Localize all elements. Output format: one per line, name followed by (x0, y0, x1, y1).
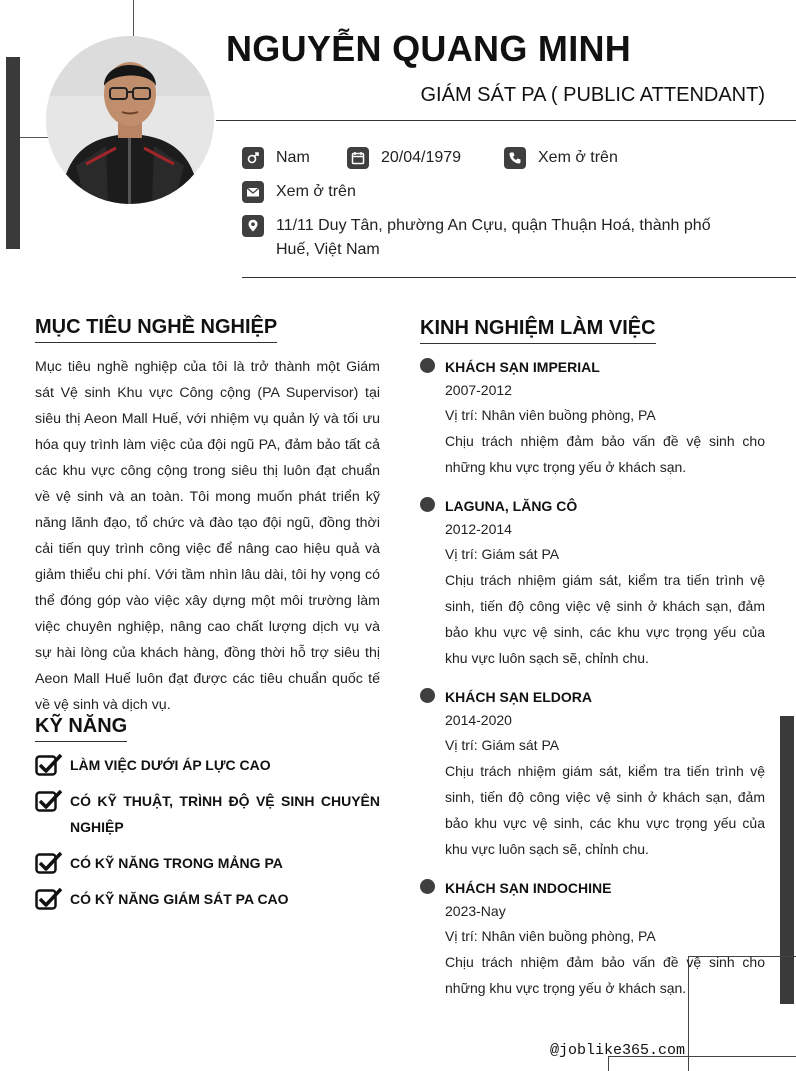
phone-icon (504, 147, 526, 169)
gender-value: Nam (276, 149, 310, 166)
checkbox-checked-icon (35, 752, 63, 776)
avatar-photo (46, 36, 214, 204)
company-name: KHÁCH SẠN IMPERIAL (445, 359, 600, 375)
company-name: KHÁCH SẠN ELDORA (445, 689, 592, 705)
checkbox-checked-icon (35, 788, 63, 812)
skill-label: CÓ KỸ THUẬT, TRÌNH ĐỘ VỆ SINH CHUYÊN NGHIỆP (70, 793, 380, 835)
timeline-dot (420, 879, 435, 894)
calendar-icon (347, 147, 369, 169)
work-period: 2014-2020 (445, 712, 512, 728)
checkbox-checked-icon (35, 886, 63, 910)
checkbox-checked-icon (35, 850, 63, 874)
left-accent-bar (6, 57, 20, 249)
skill-item (35, 788, 380, 840)
watermark-text: @joblike365.com (550, 1042, 686, 1059)
skill-item (35, 752, 380, 778)
work-description: Chịu trách nhiệm đảm bảo vấn đề vệ sinh cho những khu vực trọng yếu ở khách sạn. (445, 954, 765, 996)
timeline-dot (420, 358, 435, 373)
birthday-value: 20/04/1979 (381, 149, 462, 166)
timeline-dot (420, 688, 435, 703)
company-name: KHÁCH SẠN INDOCHINE (445, 880, 612, 896)
skill-label: CÓ KỸ NĂNG TRONG MẢNG PA (70, 855, 283, 871)
address-info (242, 214, 747, 262)
work-description: Chịu trách nhiệm giám sát, kiểm tra tiến trình vệ sinh, tiến độ công việc vệ sinh ở khách sạn, đảm bảo khu vực vệ sinh, các khu vực trọng yếu của khu vực luôn sạch sẽ, chỉnh chu. (445, 763, 765, 857)
work-role: Vị trí: Nhân viên buồng phòng, PA (445, 407, 656, 423)
timeline-dot (420, 497, 435, 512)
experience-item (420, 495, 765, 671)
work-period: 2012-2014 (445, 521, 512, 537)
work-role: Vị trí: Nhân viên buồng phòng, PA (445, 928, 656, 944)
objective-text: Mục tiêu nghề nghiệp của tôi là trở thành một Giám sát Vệ sinh Khu vực Công cộng (PA Supervisor) tại siêu thị Aeon Mall Huế, với nhiệm vụ quản lý và tối ưu hóa quy trình làm việc của đội ngũ PA, đảm bảo tất cả các khu vực công cộng trong siêu thị luôn đạt chuẩn về vệ sinh và an toàn. Tôi mong muốn phát triển kỹ năng lãnh đạo, tổ chức và đào tạo đội ngũ, đồng thời cải tiến quy trình công việc để nâng cao hiệu quả và giảm thiểu chi phí. Với tầm nhìn lâu dài, tôi hy vọng có thể đóng góp vào việc xây dựng một môi trường làm việc chuyên nghiệp, nâng cao chất lượng dịch vụ và sự hài lòng của khách hàng, đồng thời hỗ trợ siêu thị Aeon Mall Huế luôn đạt được các tiêu chuẩn quốc tế về vệ sinh và dịch vụ. (35, 359, 380, 713)
left-divider-line (20, 137, 48, 138)
skill-item (35, 850, 380, 876)
experience-item (420, 877, 765, 1001)
email-info (242, 180, 356, 204)
gender-icon (242, 147, 264, 169)
candidate-name: NGUYỄN QUANG MINH (226, 28, 632, 69)
header-divider (216, 120, 796, 121)
phone-value: Xem ở trên (538, 149, 618, 166)
gender-info (242, 146, 310, 170)
job-title: GIÁM SÁT PA ( PUBLIC ATTENDANT) (420, 84, 765, 106)
company-name: LAGUNA, LĂNG CÔ (445, 498, 578, 514)
avatar (46, 36, 214, 204)
contact-divider (242, 277, 796, 278)
work-role: Vị trí: Giám sát PA (445, 546, 560, 562)
experience-title: KINH NGHIỆM LÀM VIỆC (420, 317, 656, 344)
work-description: Chịu trách nhiệm đảm bảo vấn đề vệ sinh cho những khu vực trọng yếu ở khách sạn. (445, 433, 765, 475)
location-pin-icon (242, 215, 264, 237)
email-value: Xem ở trên (276, 183, 356, 200)
skill-label: CÓ KỸ NĂNG GIÁM SÁT PA CAO (70, 891, 289, 907)
skill-item (35, 886, 380, 912)
phone-info (504, 146, 618, 170)
work-role: Vị trí: Giám sát PA (445, 737, 560, 753)
email-icon (242, 181, 264, 203)
objective-title: MỤC TIÊU NGHỀ NGHIỆP (35, 316, 277, 343)
work-description: Chịu trách nhiệm giám sát, kiểm tra tiến trình vệ sinh, tiến độ công việc vệ sinh ở khách sạn, đảm bảo khu vực vệ sinh, các khu vực trọng yếu của khu vực luôn sạch sẽ, chỉnh chu. (445, 572, 765, 666)
skill-label: LÀM VIỆC DƯỚI ÁP LỰC CAO (70, 757, 271, 773)
work-period: 2007-2012 (445, 382, 512, 398)
experience-item (420, 356, 765, 480)
work-period: 2023-Nay (445, 903, 506, 919)
address-value: 11/11 Duy Tân, phường An Cựu, quận Thuận Hoá, thành phố Huế, Việt Nam (276, 217, 711, 258)
birthday-info (347, 146, 461, 170)
skills-title: KỸ NĂNG (35, 715, 127, 742)
top-divider-line (133, 0, 134, 40)
experience-item (420, 686, 765, 862)
